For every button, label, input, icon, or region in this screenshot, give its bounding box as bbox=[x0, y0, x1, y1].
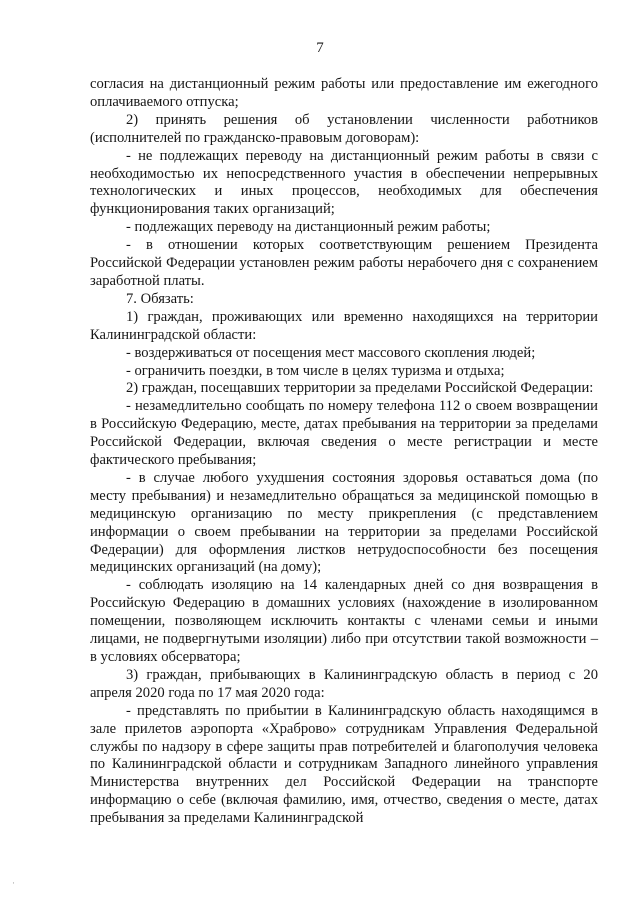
page-number: 7 bbox=[316, 40, 324, 56]
paragraph-3: - не подлежащих переводу на дистанционный режим работы в связи с необходимостью их непосредственного участия в обеспечении непрерывных технологических и иных процессов, необходимых для обеспечения функционирования таких организаций; bbox=[90, 147, 598, 218]
paragraph-14: 3) граждан, прибывающих в Калининградскую область в период с 20 апреля 2020 года по 17 мая 2020 года: bbox=[90, 666, 598, 701]
paragraph-12: - в случае любого ухудшения состояния здоровья оставаться дома (по месту пребывания) и незамедлительно обращаться за медицинской помощью в медицинскую организацию по месту прикрепления (с представлением информации о своем пребывании на территории за пределами Российской Федерации) для оформления листков нетрудоспособности без посещения медицинских организаций (на дому); bbox=[90, 469, 598, 576]
paragraph-15: - представлять по прибытии в Калининградскую область находящимся в зале прилетов аэропорта «Храброво» сотрудникам Управления Федеральной службы по надзору в сфере защиты прав потребителей и благополучия человека по Калининградской области и сотрудникам Западного линейного управления Министерства внутренних дел Российской Федерации на транспорте информацию о себе (включая фамилию, имя, отчество, сведения о месте, датах пребывания за пределами Калининградской bbox=[90, 702, 598, 827]
paragraph-10: 2) граждан, посещавших территории за пределами Российской Федерации: bbox=[126, 380, 594, 397]
paragraph-7: 1) граждан, проживающих или временно находящихся на территории Калининградской области: bbox=[90, 308, 598, 343]
paragraph-6: 7. Обязать: bbox=[126, 290, 194, 307]
paragraph-11: - незамедлительно сообщать по номеру телефона 112 о своем возвращении в Российскую Федерацию, месте, датах пребывания на территории за пределами Российской Федерации, включая сведения о месте регистрации и месте фактического пребывания; bbox=[90, 398, 598, 469]
paragraph-1: согласия на дистанционный режим работы или предоставление им ежегодного оплачиваемого отпуска; bbox=[90, 76, 598, 110]
paragraph-5: - в отношении которых соответствующим решением Президента Российской Федерации установлен режим работы нерабочего дня с сохранением заработной платы. bbox=[90, 237, 598, 289]
paragraph-4: - подлежащих переводу на дистанционный режим работы; bbox=[126, 219, 491, 236]
paragraph-2: 2) принять решения об установлении численности работников (исполнителей по гражданско-правовым договорам): bbox=[90, 111, 598, 146]
scan-edge-mark: · bbox=[12, 878, 15, 888]
paragraph-8: - воздерживаться от посещения мест массового скопления людей; bbox=[126, 344, 536, 361]
document-body bbox=[90, 76, 598, 828]
paragraph-13: - соблюдать изоляцию на 14 календарных дней со дня возвращения в Российскую Федерацию в домашних условиях (нахождение в изолированном помещении, позволяющем исключить контакты с членами семьи и иными лицами, не подвергнутыми изоляции) либо при отсутствии такой возможности – в условиях обсерватора; bbox=[90, 577, 598, 665]
paragraph-9: - ограничить поездки, в том числе в целях туризма и отдыха; bbox=[126, 362, 505, 379]
